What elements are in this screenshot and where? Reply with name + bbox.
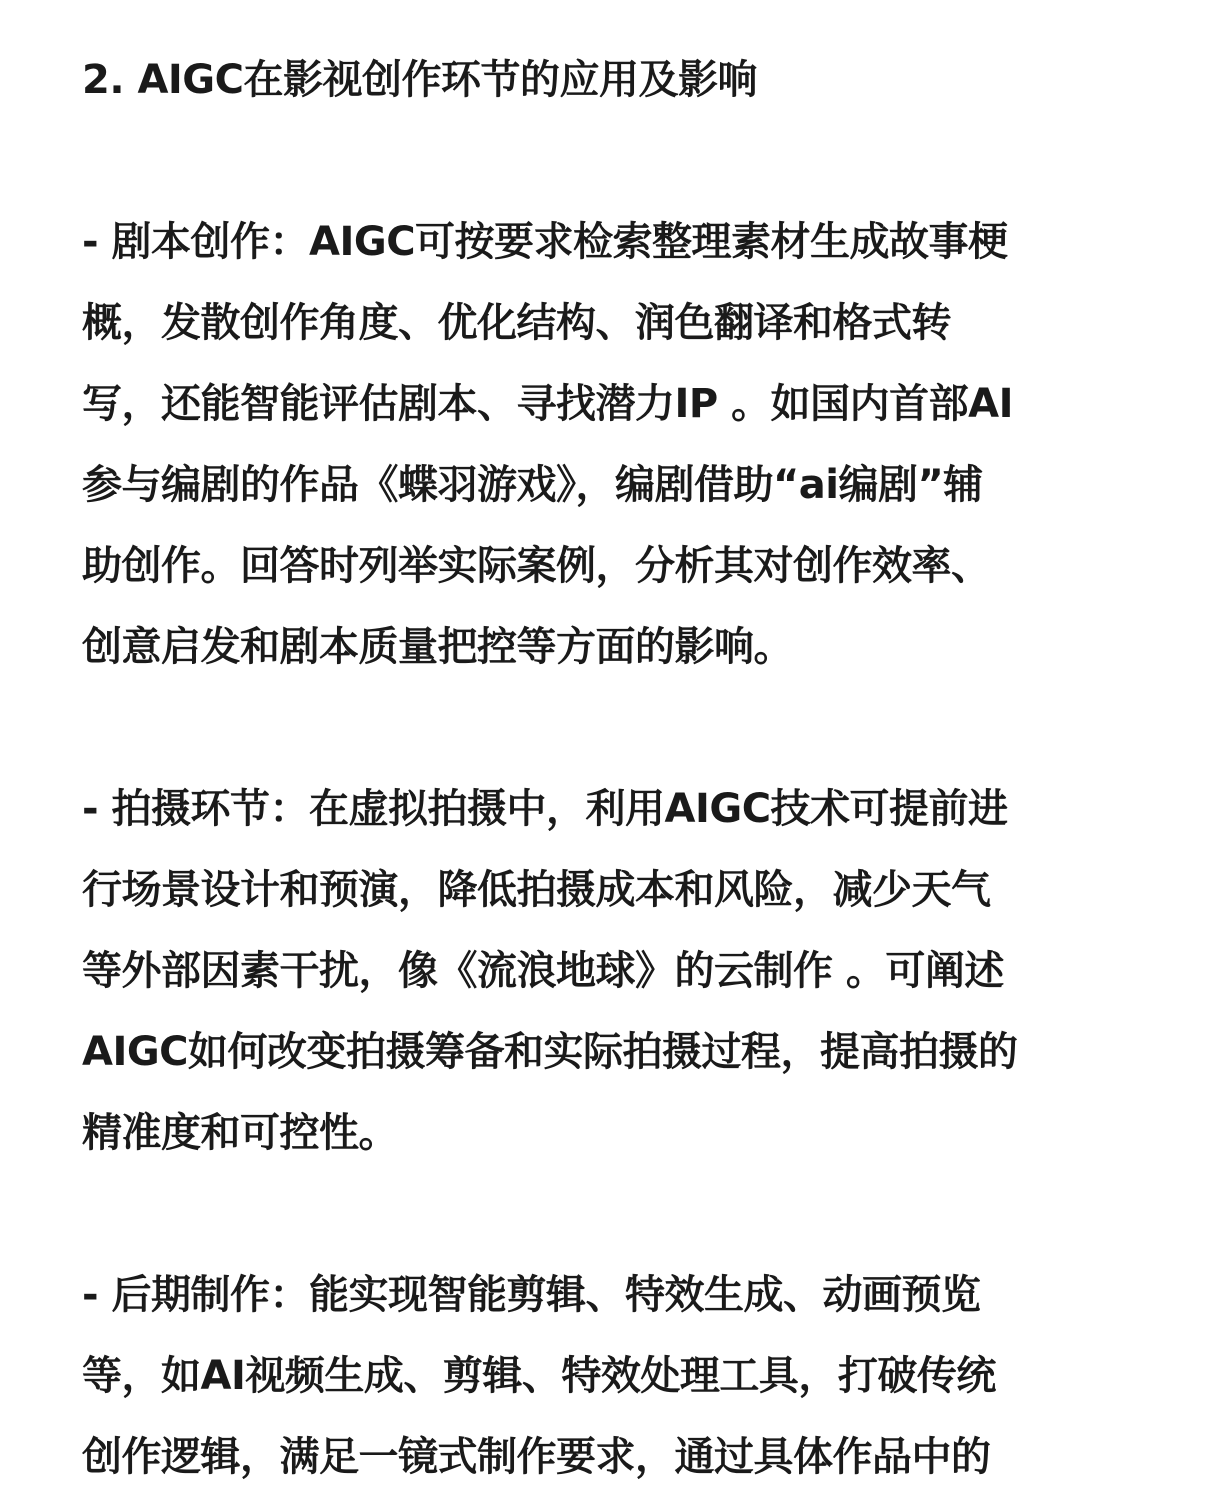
document-body	[82, 40, 1162, 1498]
paragraph-shooting	[82, 769, 1162, 1174]
text-line: 行场景设计和预演，降低拍摄成本和风险，减少天气	[82, 867, 991, 913]
spacer	[82, 1174, 1162, 1255]
text-line: 参与编剧的作品《蝶羽游戏》，编剧借助“ai编剧”辅	[82, 462, 983, 508]
text-line: - 剧本创作：AIGC可按要求检索整理素材生成故事梗	[82, 219, 1008, 265]
text-line: 概，发散创作角度、优化结构、润色翻译和格式转	[82, 300, 951, 346]
text-line: - 拍摄环节：在虚拟拍摄中，利用AIGC技术可提前进	[82, 786, 1008, 832]
text-line: AIGC如何改变拍摄筹备和实际拍摄过程，提高拍摄的	[82, 1029, 1018, 1075]
section-heading: 2. AIGC在影视创作环节的应用及影响	[82, 57, 757, 103]
text-line: 等外部因素干扰，像《流浪地球》的云制作 。可阐述	[82, 948, 1004, 994]
paragraph-post-production	[82, 1255, 1162, 1498]
text-line: 精准度和可控性。	[82, 1110, 398, 1156]
text-line: - 后期制作：能实现智能剪辑、特效生成、动画预览	[82, 1272, 981, 1318]
text-line: 写，还能智能评估剧本、寻找潜力IP 。如国内首部AI	[82, 381, 1013, 427]
spacer	[82, 688, 1162, 769]
text-line: 创作逻辑，满足一镜式制作要求，通过具体作品中的	[82, 1434, 991, 1480]
spacer	[82, 121, 1162, 202]
paragraph-script-writing	[82, 202, 1162, 688]
text-line: 创意启发和剧本质量把控等方面的影响。	[82, 624, 793, 670]
text-line: 助创作。回答时列举实际案例，分析其对创作效率、	[82, 543, 991, 589]
text-line: 等，如AI视频生成、剪辑、特效处理工具，打破传统	[82, 1353, 996, 1399]
